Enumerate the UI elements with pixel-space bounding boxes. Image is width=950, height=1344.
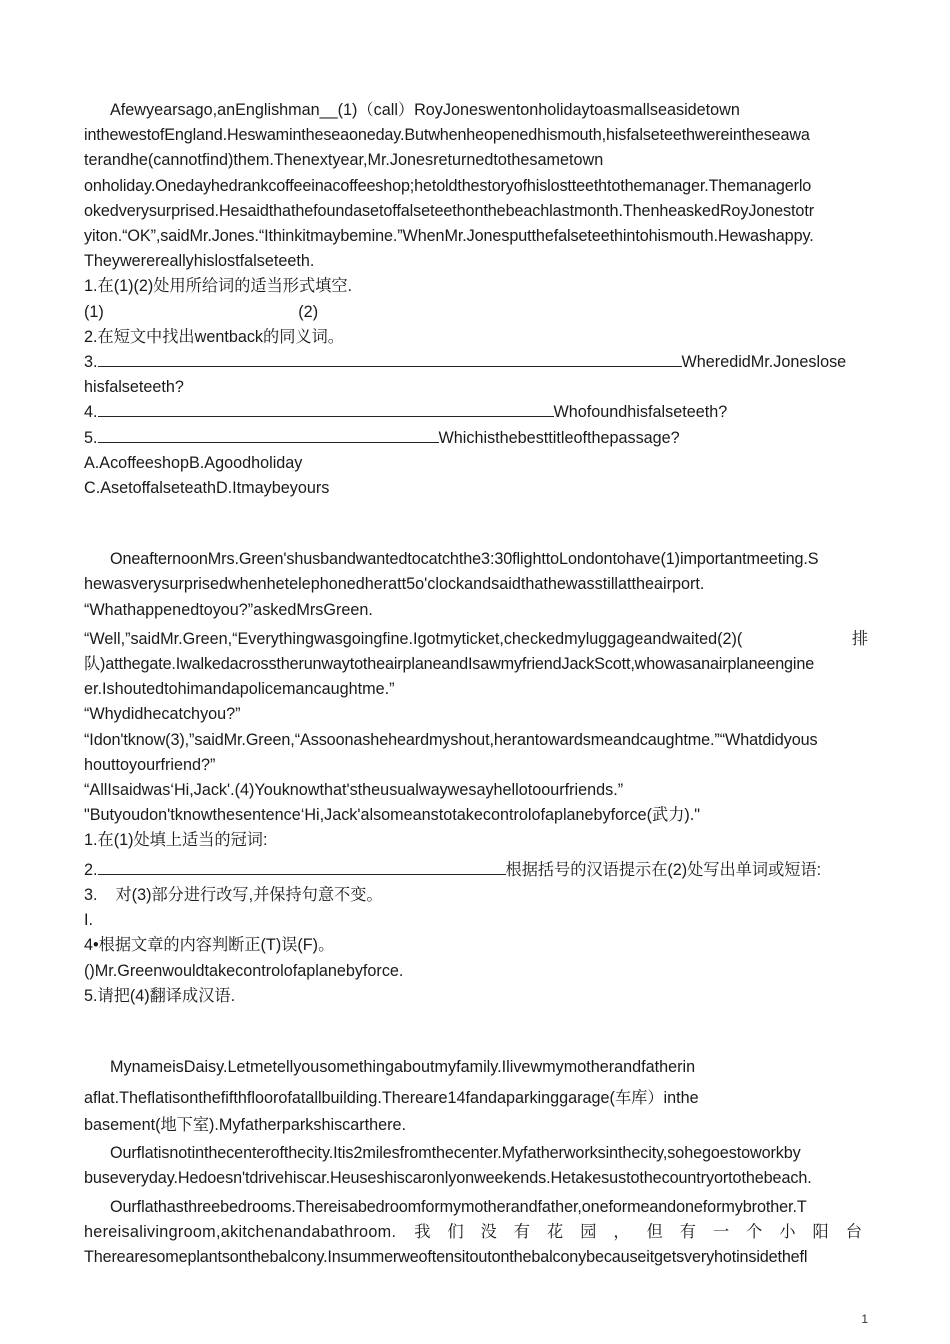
chinese-char: 小 — [779, 1223, 796, 1242]
document-page — [84, 98, 868, 1271]
question-3 — [84, 350, 868, 375]
chinese-char: ， — [613, 1223, 630, 1242]
passage-2-text: “Well,”saidMr.Green,“Everythingwasgoingfine.Igotmyticket,checkedmyluggageandwaited(2)( — [84, 629, 743, 648]
passage-2-line: OneafternoonMrs.Green'shusbandwantedtocatchthe3:30flighttoLondontohave(1)importantmeeting.S — [110, 550, 819, 569]
passage-2-line: “Idon'tknow(3),”saidMr.Green,“Assoonasheheardmyshout,herantowardsmeandcaughtme.”“Whatdidyous — [84, 730, 818, 749]
question-5-text: Whichisthebesttitleofthepassage? — [438, 428, 680, 447]
chinese-char: 有 — [679, 1223, 696, 1242]
passage-2 — [84, 547, 868, 1009]
answer-line — [98, 428, 439, 443]
answer-line — [98, 402, 554, 417]
passage-3-line: Therearesomeplantsonthebalcony.Insummerweoftensitoutonthebalconybecauseitgetsveryhotinsidethefl — [84, 1248, 808, 1267]
passage-2-line: hewasverysurprisedwhenhetelephonedheratt5o'clockandsaidthathewasstillattheairport. — [84, 575, 705, 594]
question-2: 2.在短文中找出wentback的同义词。 — [84, 327, 344, 346]
chinese-char: 园 — [580, 1223, 597, 1242]
passage-3-line: aflat.Theflatisonthefifthfloorofatallbuilding.Thereare14fandaparkinggarage(车库）inthe — [84, 1089, 699, 1108]
passage-3-line: buseveryday.Hedoesn'tdrivehiscar.Heuseshiscaronlyonweekends.Hetakesustothecountryortothebeach. — [84, 1168, 812, 1187]
question-1-blanks — [84, 300, 868, 325]
passage-1-line: Afewyearsago,anEnglishman__(1)（call）RoyJoneswentonholidaytoasmallseasidetown — [110, 101, 740, 119]
chinese-char: 花 — [547, 1223, 564, 1242]
question-4-number: 4. — [84, 403, 98, 422]
passage-2-line: er.Ishoutedtohimandapolicemancaughtme.” — [84, 680, 395, 699]
chinese-char: 个 — [746, 1223, 763, 1242]
passage-3-text: hereisalivingroom,akitchenandabathroom. — [84, 1223, 397, 1242]
question-4-item: ()Mr.Greenwouldtakecontrolofaplanebyforce. — [84, 961, 404, 980]
question-4-text: Whofoundhisfalseteeth? — [553, 403, 728, 422]
question-2 — [84, 858, 868, 883]
passage-2-line: houttoyourfriend?” — [84, 755, 216, 774]
passage-1-line: yiton.“OK”,saidMr.Jones.“Ithinkitmaybemine.”WhenMr.Jonesputthefalseteethintohismouth.Hewashappy. — [84, 227, 814, 246]
question-3-continued: hisfalseteeth? — [84, 378, 184, 397]
question-3-text: WheredidMr.Joneslose — [681, 353, 847, 372]
options-ab: A.AcoffeeshopB.Agoodholiday — [84, 453, 303, 472]
blank-2-label: (2) — [298, 302, 319, 321]
answer-line — [98, 352, 682, 367]
passage-3-line — [84, 1220, 868, 1245]
passage-2-line: “AllIsaidwas‘Hi,Jack'.(4)Youknowthat'stheusualwaywesayhellotoourfriends.” — [84, 781, 624, 800]
passage-1-line: okedverysurprised.Hesaidthathefoundasetoffalseteethonthebeachlastmonth.ThenheaskedRoyJonestotr — [84, 201, 815, 220]
page-number: 1 — [861, 1312, 868, 1326]
passage-3-line: basement(地下室).Myfatherparkshiscarthere. — [84, 1116, 407, 1135]
passage-3-line: Ourflathasthreebedrooms.Thereisabedroomformymotherandfather,oneformeandoneformybrother.T — [110, 1197, 807, 1216]
chinese-char: 一 — [712, 1223, 730, 1242]
chinese-char: 没 — [480, 1223, 497, 1242]
passage-1-line: terandhe(cannotfind)them.Thenextyear,Mr.Jonesreturnedtothesametown — [84, 151, 604, 170]
passage-1-line: Theywerereallyhislostfalseteeth. — [84, 252, 315, 271]
passage-2-line: "Butyoudon'tknowthesentence‘Hi,Jack'alsomeanstotakecontrolofaplanebyforce(武力)." — [84, 806, 701, 825]
chinese-char: 有 — [513, 1223, 530, 1242]
passage-2-line: “Whathappenedtoyou?”askedMrsGreen. — [84, 600, 373, 619]
question-1: 1.在(1)处填上适当的冠词: — [84, 831, 268, 850]
chinese-char: 台 — [845, 1223, 862, 1242]
chinese-char: 们 — [447, 1223, 464, 1242]
blank-1-label: (1) — [84, 302, 104, 321]
options-cd: C.AsetoffalseteathD.Itmaybeyours — [84, 479, 330, 498]
passage-1-line: inthewestofEngland.Heswamintheseaoneday.Butwhenheopenedhismouth,hisfalseteethwereintheseawa — [84, 126, 810, 145]
chinese-sentence — [414, 1220, 868, 1245]
question-4 — [84, 400, 868, 425]
passage-3-line: Ourflatisnotinthecenterofthecity.Itis2milesfromthecenter.Myfatherworksinthecity,sohegoestoworkby — [110, 1143, 801, 1162]
answer-line — [98, 860, 506, 875]
chinese-char: 但 — [646, 1223, 663, 1242]
passage-3 — [84, 1055, 868, 1271]
passage-2-line: 队)atthegate.IwalkedacrosstherunwaytotheairplaneandIsawmyfriendJackScott,whowasanairplaneengine — [84, 655, 815, 674]
question-1: 1.在(1)(2)处用所给词的适当形式填空. — [84, 277, 353, 296]
chinese-char: 我 — [414, 1223, 431, 1242]
passage-3-line: MynameisDaisy.Letmetellyousomethingaboutmyfamily.Ilivewmymotherandfatherin — [110, 1057, 696, 1076]
question-5 — [84, 426, 868, 451]
passage-2-line — [84, 627, 868, 652]
question-5: 5.请把(4)翻译成汉语. — [84, 986, 236, 1005]
question-5-number: 5. — [84, 428, 98, 447]
passage-2-text: 排 — [851, 629, 868, 648]
question-4: 4•根据文章的内容判断正(T)误(F)。 — [84, 936, 335, 955]
question-2-number: 2. — [84, 860, 98, 879]
question-3-answer: I. — [84, 911, 93, 930]
passage-2-line: “Whydidhecatchyou?” — [84, 705, 241, 724]
passage-1-line: onholiday.Onedayhedrankcoffeeinacoffeeshop;hetoldthestoryofhislostteethtothemanager.Themanagerlo — [84, 176, 812, 195]
question-3-number: 3. — [84, 353, 98, 372]
question-2-text: 根据括号的汉语提示在(2)处写出单词或短语: — [505, 860, 822, 879]
question-3: 3. 对(3)部分进行改写,并保持句意不变。 — [84, 885, 383, 904]
chinese-char: 阳 — [812, 1223, 829, 1242]
passage-1 — [84, 98, 868, 501]
